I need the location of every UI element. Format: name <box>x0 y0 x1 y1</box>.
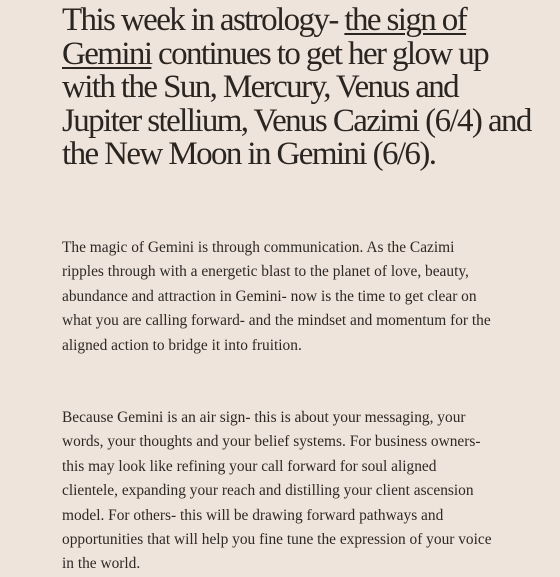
article-heading <box>62 4 542 172</box>
heading-prefix: This week in astrology- <box>62 2 345 38</box>
paragraph-gemini-magic: The magic of Gemini is through communication. As the Cazimi ripples through with a energetic blast to the planet of love, beauty, abundance and attraction in Gemini- now is the time to get clear on what you are calling forward- and the mindset and momentum for the aligned action to bridge it into fruition. <box>62 239 491 354</box>
heading-suffix: continues to get her glow up with the Sun, Mercury, Venus and Jupiter stellium, Venus Cazimi (6/4) and the New Moon in Gemini (6/6). <box>62 35 531 172</box>
gemini-link[interactable]: the sign of Gemini <box>62 2 467 72</box>
paragraph-air-sign: Because Gemini is an air sign- this is about your messaging, your words, your thoughts and your belief systems. For business owners- this may look like refining your call forward for soul aligned clientele, expanding your reach and distilling your client ascension model. For others- this will be drawing forward pathways and opportunities that will help you fine tune the expression of your voice in the world. <box>62 409 492 573</box>
